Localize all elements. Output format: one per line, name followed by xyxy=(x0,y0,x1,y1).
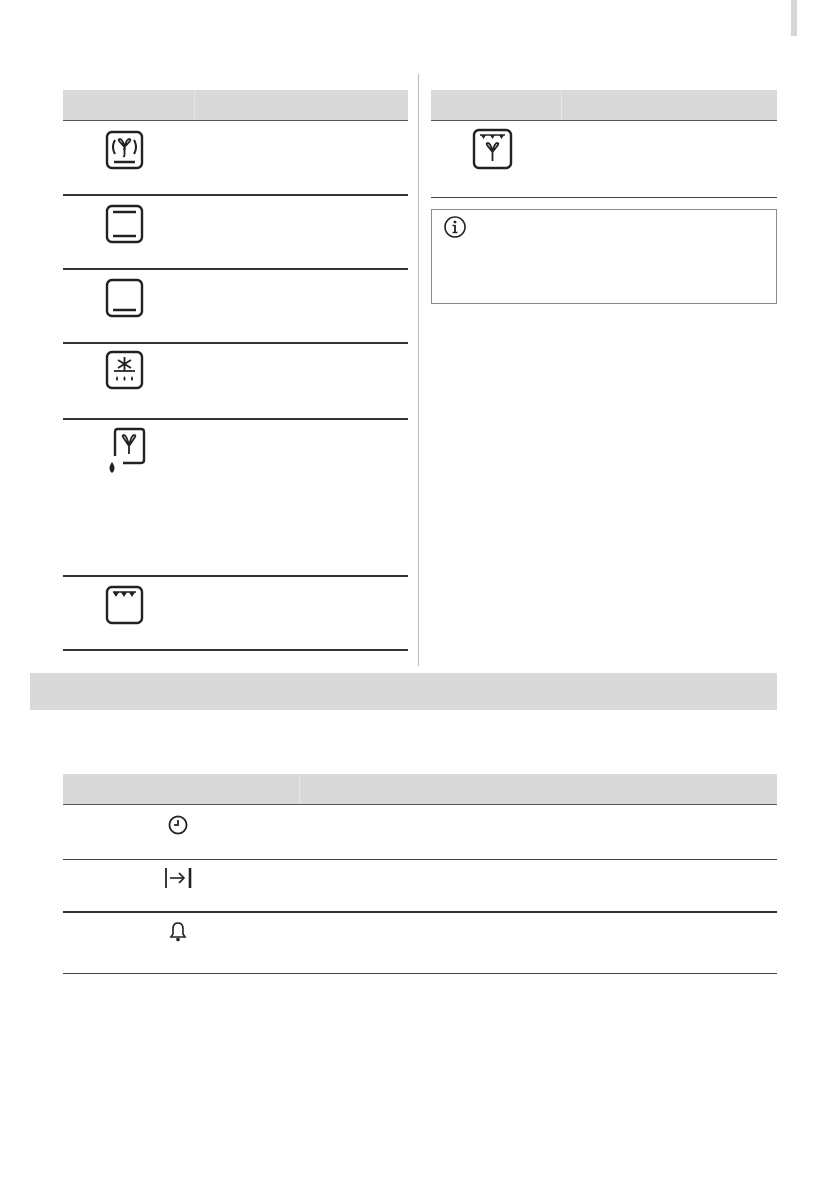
bottom-heat-icon xyxy=(105,278,145,320)
moist-fan-baking-icon xyxy=(103,426,147,478)
table-header xyxy=(63,774,777,805)
table-row xyxy=(63,577,408,651)
table-row xyxy=(63,344,408,420)
table-row xyxy=(63,270,408,344)
column-divider xyxy=(418,74,419,666)
table-row xyxy=(63,860,777,913)
clock-functions-table xyxy=(63,774,777,974)
table-row xyxy=(63,121,408,196)
grill-icon xyxy=(105,585,145,627)
table-header xyxy=(431,90,777,121)
clock-icon xyxy=(166,813,190,837)
table-row xyxy=(63,913,777,974)
heating-functions-table-continued xyxy=(431,90,777,198)
table-row xyxy=(431,121,777,198)
note-box xyxy=(431,209,777,304)
defrost-icon xyxy=(105,350,145,392)
bell-icon xyxy=(168,920,188,944)
true-fan-plus-icon xyxy=(105,130,145,172)
table-row xyxy=(63,196,408,270)
fan-grill-icon xyxy=(472,128,514,172)
heating-functions-table xyxy=(63,90,408,651)
table-row xyxy=(63,420,408,577)
table-header xyxy=(63,90,408,121)
page-edge-marker xyxy=(791,0,797,36)
section-heading-band xyxy=(30,673,777,710)
table-row xyxy=(63,805,777,860)
conventional-heat-icon xyxy=(105,204,145,246)
end-arrow-icon xyxy=(163,866,195,892)
info-icon xyxy=(443,215,467,239)
